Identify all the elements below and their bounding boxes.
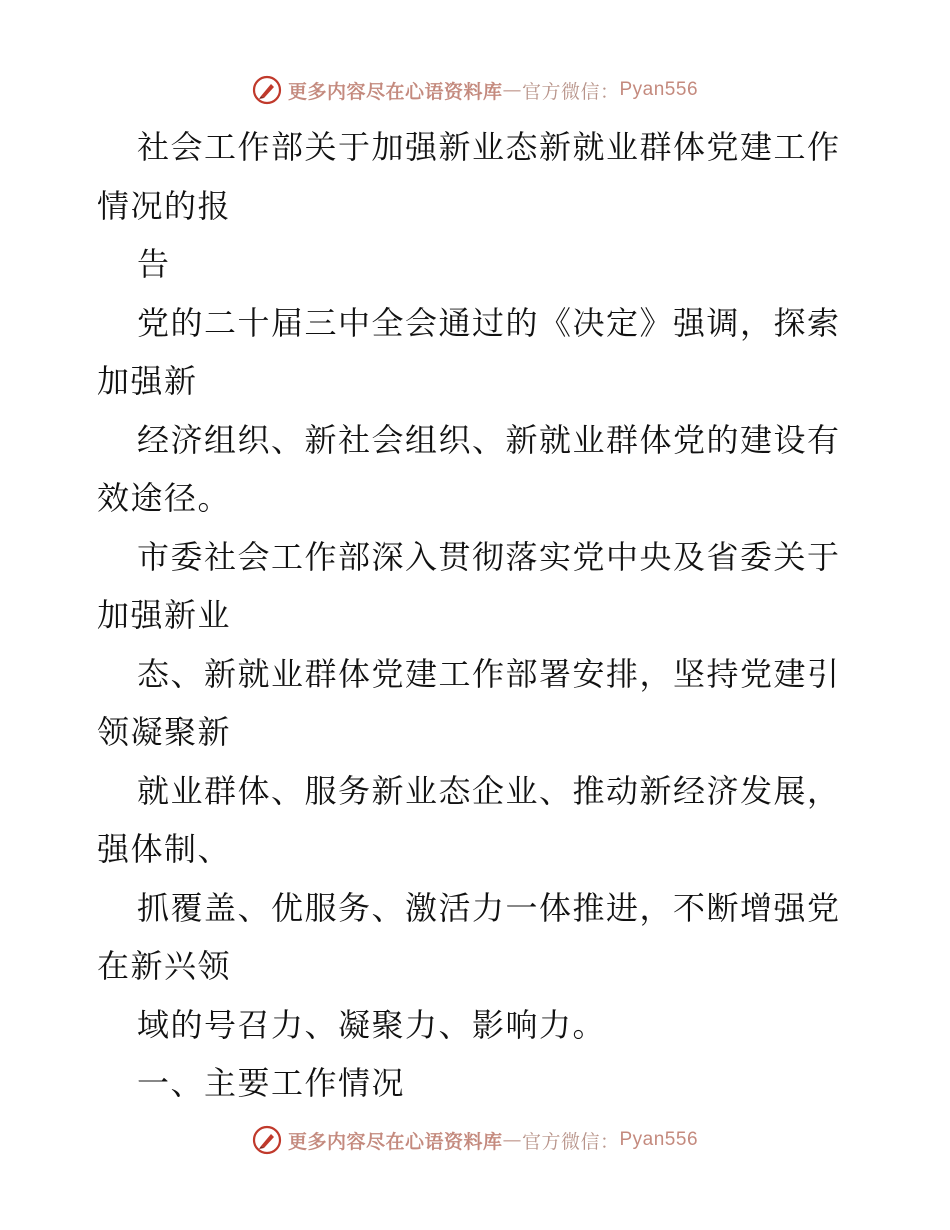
text-line: 市委社会工作部深入贯彻落实党中央及省委关于 [137,537,841,576]
watermark-brand: 更多内容尽在心语资料库 [287,80,503,103]
text-line: 域的号召力、凝聚力、影响力。 [137,1005,607,1044]
watermark-id: Pyan556 [619,1129,699,1150]
text-line: 就业群体、服务新业态企业、推动新经济发展， [137,771,841,810]
watermark-separator: — [502,1129,522,1151]
watermark-id: Pyan556 [619,79,699,100]
text-line: 社会工作部关于加强新业态新就业群体党建工作 [137,128,841,166]
text-line: 党的二十届三中全会通过的《决定》强调，探索 [137,303,841,342]
text-line: 经济组织、新社会组织、新就业群体党的建设有 [137,420,841,459]
text-line: 抓覆盖、优服务、激活力一体推进，不断增强党 [137,888,841,927]
pen-nib-icon [252,1125,282,1155]
pen-nib-icon [252,75,282,105]
text-line: 加强新 [97,362,198,400]
document-body [97,118,857,1113]
footer-watermark [0,1122,950,1158]
watermark-label: 官方微信： [521,1130,620,1153]
watermark-label: 官方微信： [521,80,620,103]
text-line: 强体制、 [97,830,232,868]
text-line: 情况的报 [97,186,232,225]
text-line: 在新兴领 [97,947,232,985]
text-line: 态、新就业群体党建工作部署安排，坚持党建引 [137,654,841,693]
watermark-separator: — [502,79,522,101]
header-watermark [0,72,950,108]
text-line: 效途径。 [97,479,232,517]
text-line: 加强新业 [97,596,232,634]
section-heading: 一、主要工作情况 [137,1064,406,1102]
text-line: 告 [137,245,171,283]
text-line: 领凝聚新 [97,713,232,751]
watermark-brand: 更多内容尽在心语资料库 [287,1130,503,1153]
